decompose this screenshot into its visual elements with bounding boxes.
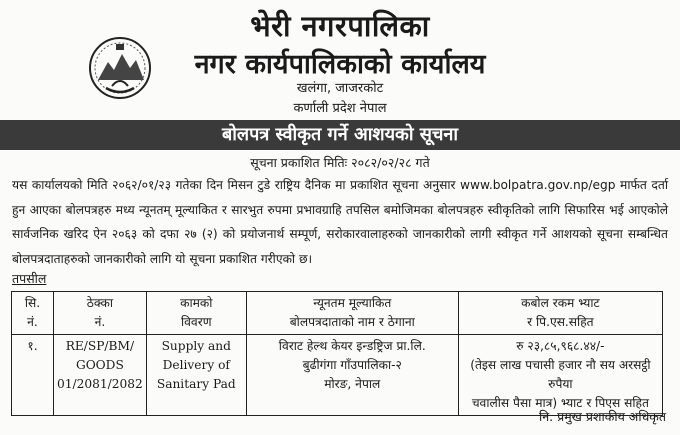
published-date: सूचना प्रकाशित मितिः २०८२/०२/२८ गते — [250, 155, 430, 170]
cell-bidder: विराट हेल्थ केयर इन्डष्ट्रिज प्रा.लि. बुढीगंगा गाँउपालिका-२ मोरङ, नेपाल — [246, 335, 458, 416]
office-province: कर्णाली प्रदेश नेपाल — [293, 101, 387, 116]
col-header-bidder: न्यूनतम मूल्याकित बोलपत्रदाताको नाम र ठेगाना — [246, 292, 458, 335]
cell-sn: १. — [12, 335, 54, 416]
cell-contract-no: RE/SP/BM/ GOODS 01/2081/2082 — [54, 335, 147, 416]
bid-table — [11, 291, 663, 416]
cell-amount: रु २३,८५,९६८.४४/- (तेइस लाख पचासी हजार नौ सय अरसट्ठी रुपैया चवालीस पैसा मात्र) भ्याट र पिएस सहित — [458, 335, 662, 416]
table-header-row — [12, 292, 663, 335]
office-name: भेरी नगरपालिका — [250, 9, 430, 43]
col-header-sn: सि. नं. — [12, 292, 54, 335]
notice-body-text: यस कार्यालयको मिति २०६२/०१/२३ गतेका दिन मिसन टुडे राष्ट्रिय दैनिक मा प्रकाशित सूचना अनुसार www.bolpatra.gov.np/egp मार्फत दर्ता हुन आएका बोलपत्रहरु मध्य न्यूनतम् मूल्याकित र सारभुत रुपमा प्रभावग्राहि तपसिल बमोजिमका बोलपत्रहरु स्वीकृतिको लागि सिफारिस भई आएकोले सार्वजनिक खरिद ऐन २०६३ को दफा २७ (२) को प्रयोजनार्थ सम्पूर्ण, सरोकारवालाहरुको जानकारीको लागी स्वीकृत गर्ने आशयको सूचना सम्बन्धित बोलपत्रदाताहरुको जानकारीको लागि यो सूचना प्रकाशित गरीएको छ। — [12, 178, 668, 266]
table-row — [12, 335, 663, 416]
cell-work: Supply and Delivery of Sanitary Pad — [146, 335, 246, 416]
office-subtitle: नगर कार्यपालिकाको कार्यालय — [194, 49, 486, 80]
details-heading: तपसील — [12, 271, 47, 286]
notice-banner: बोलपत्र स्वीकृत गर्ने आशयको सूचना — [0, 120, 680, 150]
signature: नि. प्रमुख प्रशाकीय अधिकृत — [538, 409, 666, 424]
notice-body — [12, 173, 668, 271]
col-header-work: कामको विवरण — [146, 292, 246, 335]
col-header-contract: ठेक्का नं. — [54, 292, 147, 335]
col-header-amount: कबोल रकम भ्याट र पि.एस.सहित — [458, 292, 662, 335]
office-address: खलंगा, जाजरकोट — [296, 81, 384, 96]
